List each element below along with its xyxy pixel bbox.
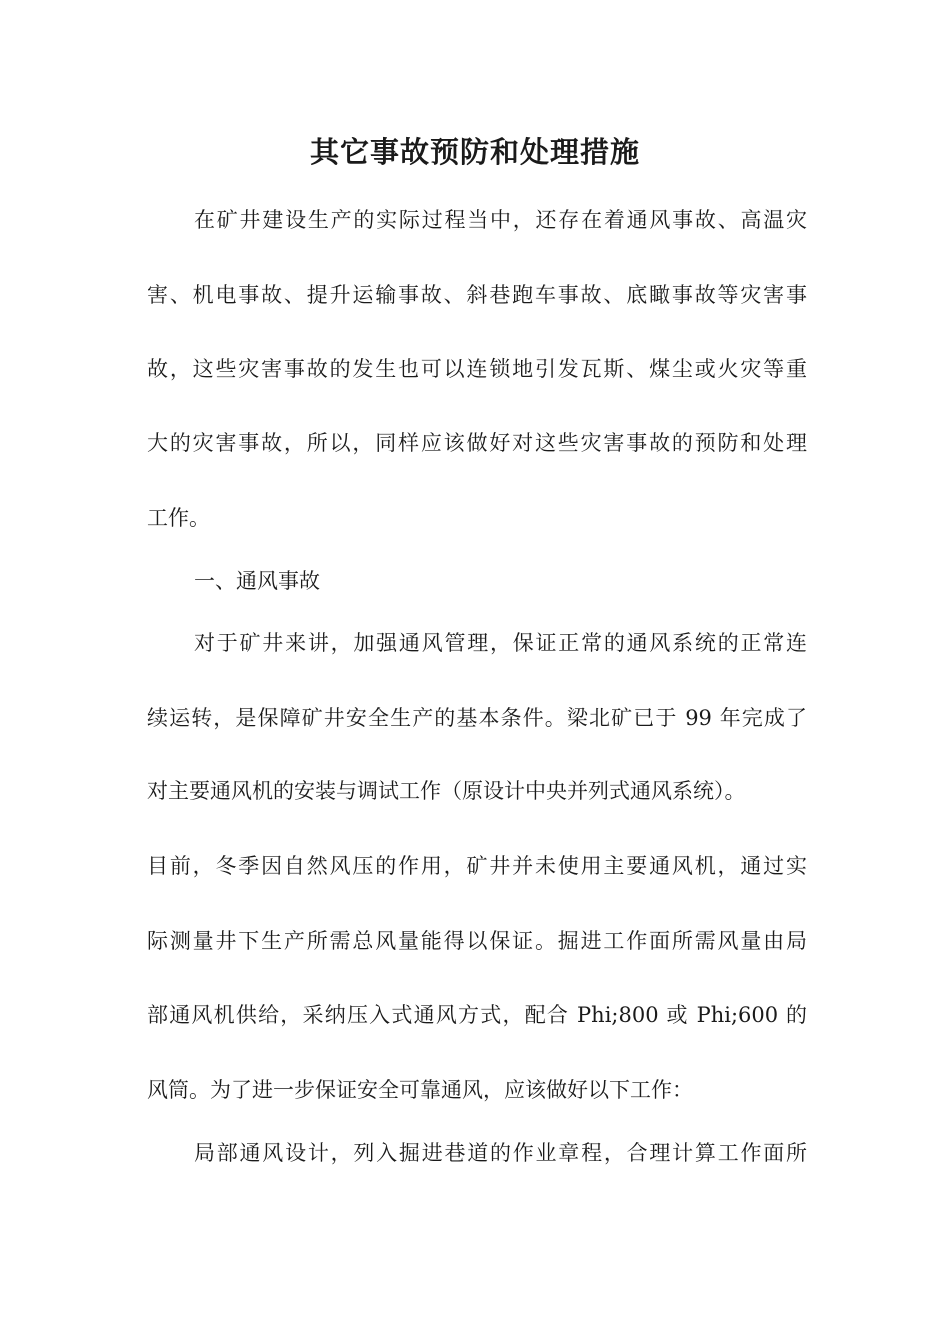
paragraph-line: 对于矿井来讲，加强通风管理，保证正常的通风系统的正常连: [194, 631, 807, 655]
paragraph-line: 工作。: [147, 506, 210, 530]
paragraph-line: 大的灾害事故，所以，同样应该做好对这些灾害事故的预防和处理: [147, 431, 807, 455]
paragraph-line: 在矿井建设生产的实际过程当中，还存在着通风事故、高温灾: [194, 208, 807, 232]
section-heading: 一、通风事故: [194, 569, 320, 593]
paragraph-line: 害、机电事故、提升运输事故、斜巷跑车事故、底瞰事故等灾害事: [147, 283, 807, 307]
paragraph-line: 局部通风设计，列入掘进巷道的作业章程，合理计算工作面所: [194, 1141, 807, 1165]
paragraph-line: 风筒。为了进一步保证安全可靠通风，应该做好以下工作：: [147, 1078, 693, 1102]
paragraph-line: 对主要通风机的安装与调试工作（原设计中央并列式通风系统）。: [147, 779, 746, 803]
paragraph-line: 续运转，是保障矿井安全生产的基本条件。梁北矿已于 99 年完成了: [147, 706, 807, 730]
paragraph-line: 目前，冬季因自然风压的作用，矿井并未使用主要通风机，通过实: [147, 854, 807, 878]
paragraph-line: 故，这些灾害事故的发生也可以连锁地引发瓦斯、煤尘或火灾等重: [147, 357, 807, 381]
document-title: 其它事故预防和处理措施: [309, 135, 640, 169]
paragraph-line: 部通风机供给，采纳压入式通风方式，配合 Phi;800 或 Phi;600 的: [147, 1003, 807, 1027]
paragraph-line: 际测量井下生产所需总风量能得以保证。掘进工作面所需风量由局: [147, 929, 807, 953]
